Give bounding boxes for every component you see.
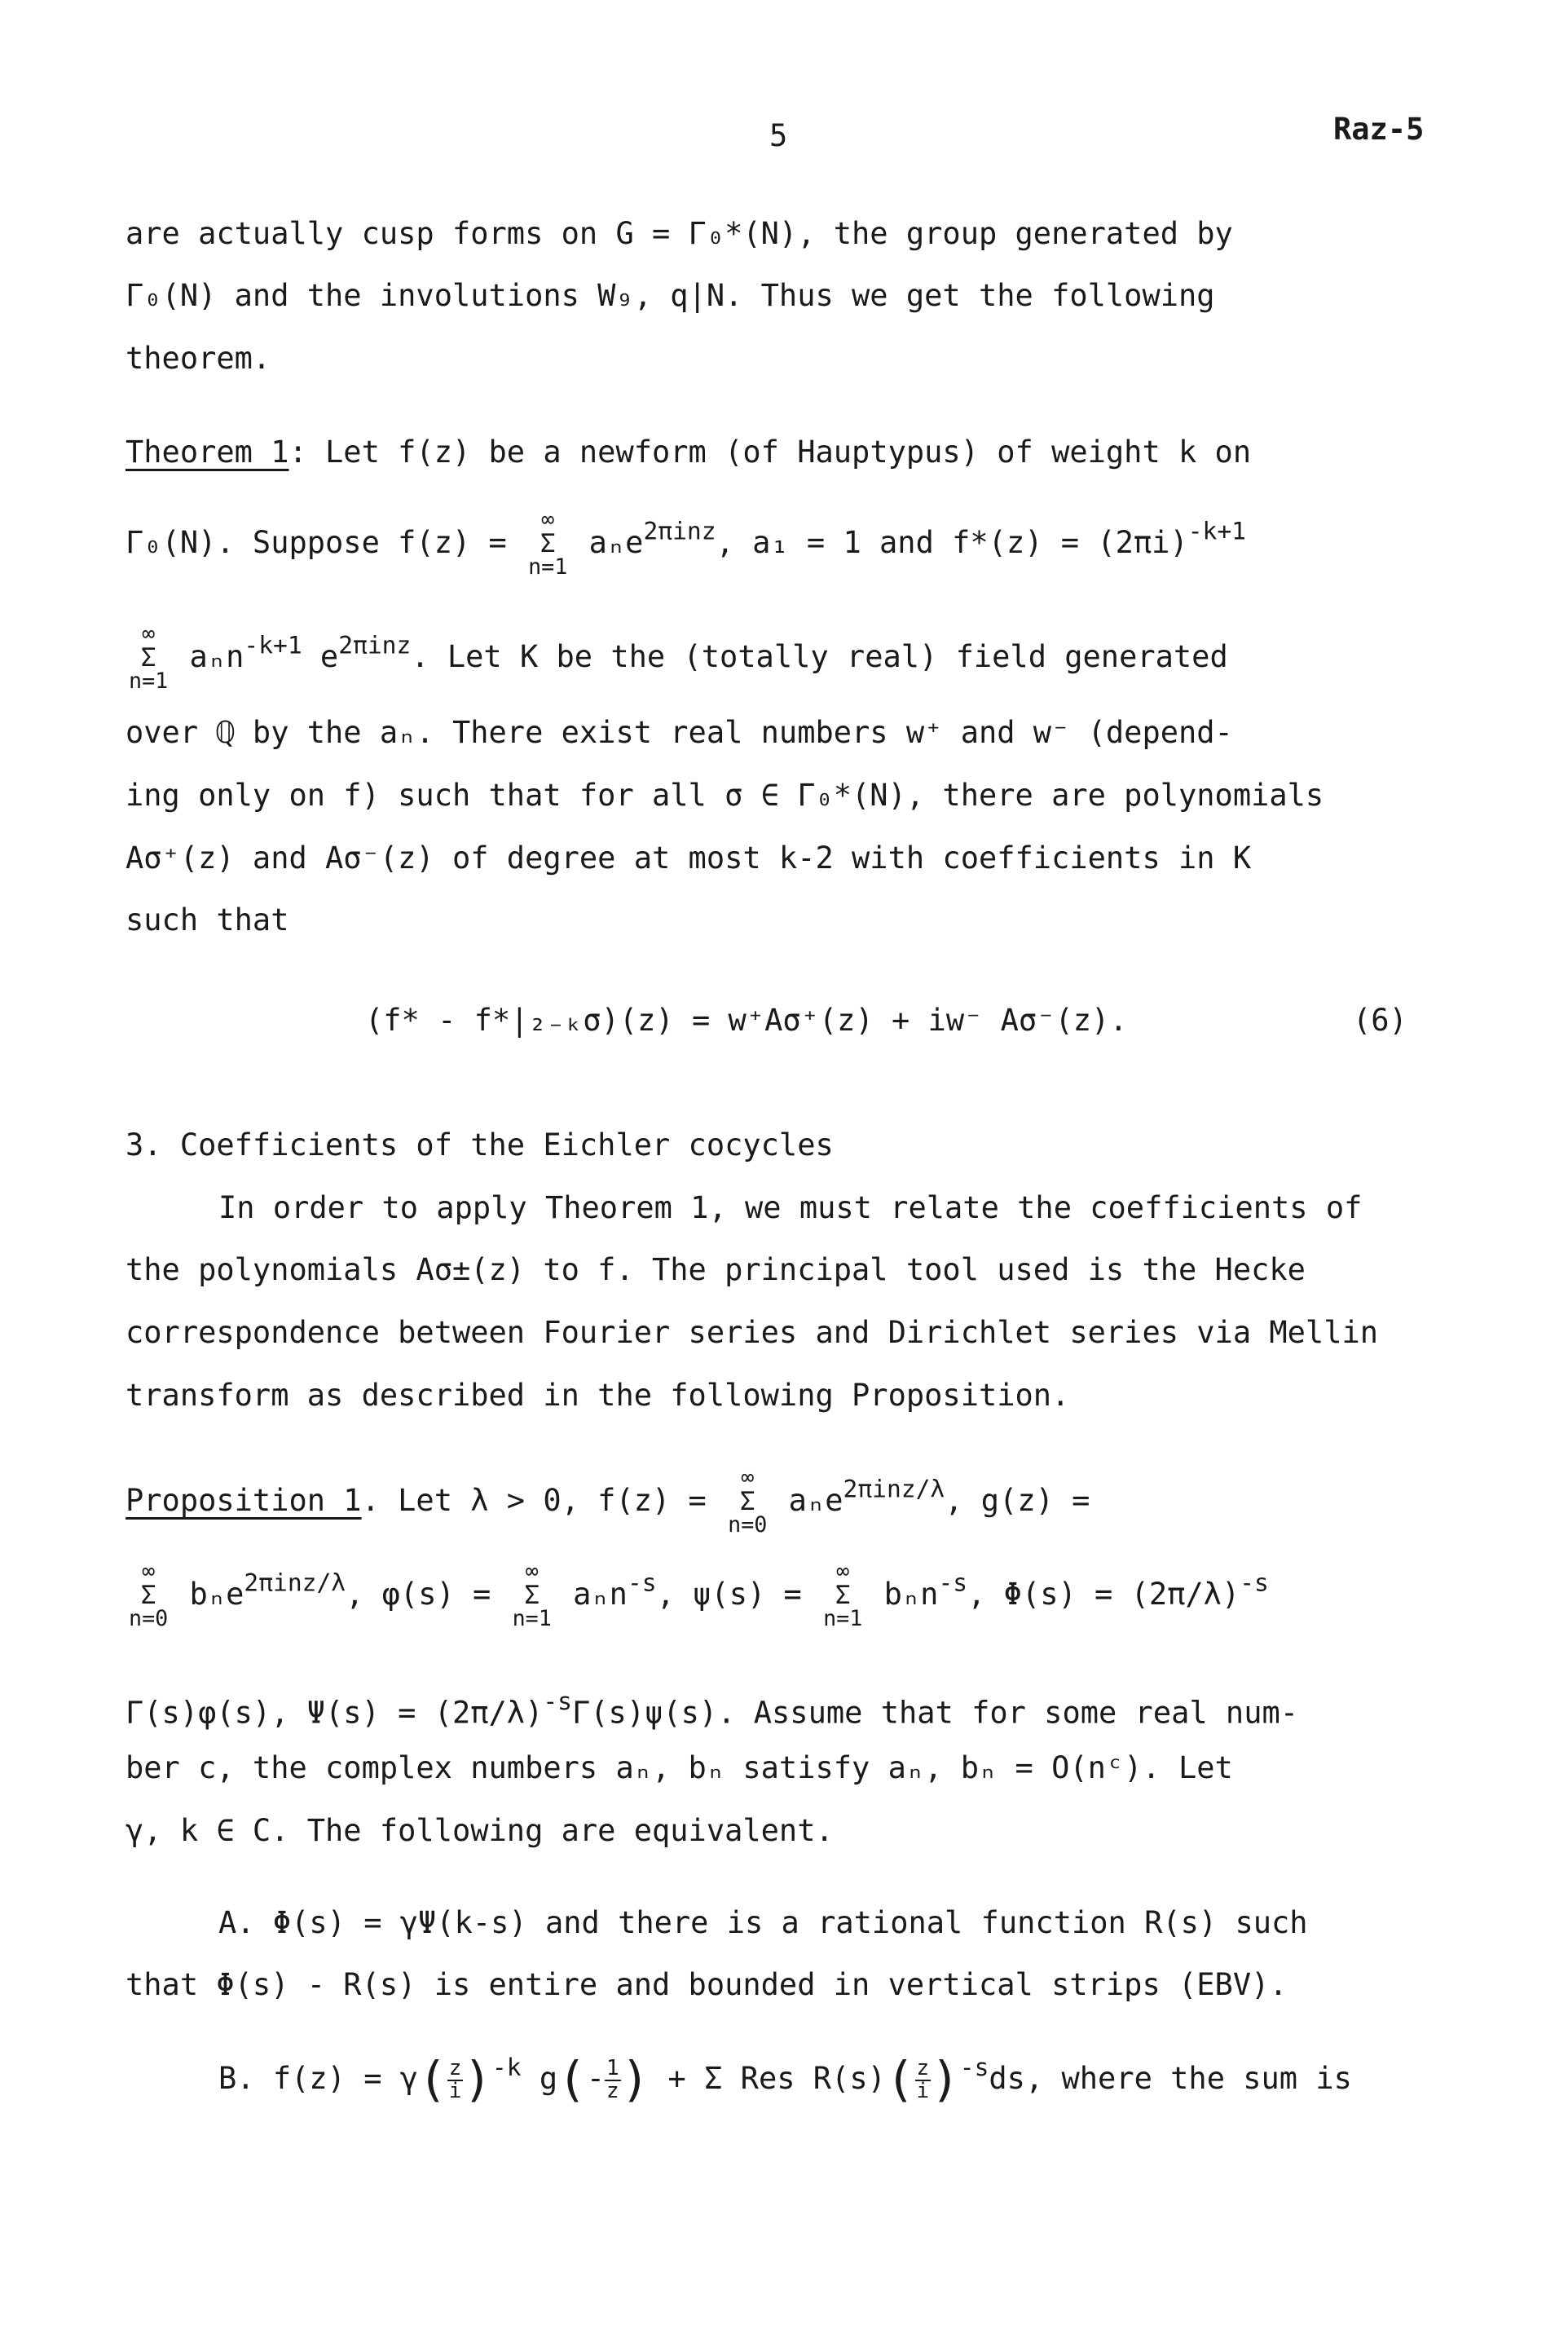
sum-upper: ∞ <box>142 1559 156 1584</box>
proposition-line-2 <box>126 1561 1269 1630</box>
prop-text-1a: . Let λ > 0, f(z) = <box>361 1482 725 1518</box>
lparen: ( <box>557 2051 587 2107</box>
sum-lower: n=1 <box>528 554 568 580</box>
rparen: ) <box>620 2051 650 2107</box>
minus-sign: - <box>586 2061 606 2097</box>
sigma: Σ <box>835 1580 851 1610</box>
prop-text-2d: aₙn <box>554 1576 628 1612</box>
theorem-line-4: over ℚ by the aₙ. There exist real numbers w⁺ and w⁻ (depend- <box>126 715 1233 750</box>
rparen: ) <box>931 2051 960 2107</box>
sum-lower: n=0 <box>129 1606 169 1632</box>
prop-text-2g: bₙn <box>865 1576 939 1612</box>
sum-symbol <box>528 507 568 580</box>
condition-a-line-2: that Φ(s) - R(s) is entire and bounded in vertical strips (EBV). <box>126 1967 1288 2002</box>
intro-line-3: theorem. <box>126 341 271 376</box>
prop-exp-2e: -s <box>627 1568 657 1597</box>
section-heading: 3. Coefficients of the Eichler cocycles <box>126 1127 834 1162</box>
equation-6: (f* - f*|₂₋ₖσ)(z) = w⁺Aσ⁺(z) + iw⁻ Aσ⁻(z). <box>365 1003 1128 1038</box>
equation-number: (6) <box>1353 1003 1407 1038</box>
prop-text-2f: , ψ(s) = <box>656 1576 821 1612</box>
proposition-label: Proposition 1 <box>126 1482 362 1518</box>
theorem-exp-3d: 2πinz <box>338 631 412 660</box>
sum-upper: ∞ <box>525 1559 539 1584</box>
intro-line-2: Γ₀(N) and the involutions W₉, q|N. Thus we get the following <box>126 278 1215 313</box>
fraction-z-over-i <box>447 2055 464 2103</box>
cond-b-text-1: B. f(z) = γ <box>218 2061 419 2097</box>
section-para-2: the polynomials Aσ±(z) to f. The principal tool used is the Hecke <box>126 1252 1306 1287</box>
page-number: 5 <box>769 118 788 153</box>
theorem-line-1 <box>126 435 1251 470</box>
prop-text-2c: , φ(s) = <box>346 1576 509 1612</box>
frac-den: z <box>606 2078 619 2103</box>
theorem-exp-3b: -k+1 <box>244 631 302 660</box>
section-para-3: correspondence between Fourier series and Dirichlet series via Mellin <box>126 1315 1379 1350</box>
sum-symbol <box>823 1561 862 1630</box>
theorem-line-5: ing only on f) such that for all σ ∈ Γ₀*(N), there are polynomials <box>126 778 1324 813</box>
prop-exp-2j: -s <box>1240 1568 1269 1597</box>
sigma: Σ <box>140 642 156 673</box>
sum-lower: n=1 <box>512 1606 552 1632</box>
theorem-text-2b: aₙe <box>570 524 644 560</box>
proposition-line-3 <box>126 1688 1298 1732</box>
sum-symbol <box>129 1561 168 1630</box>
theorem-text-2a: Γ₀(N). Suppose f(z) = <box>126 524 526 560</box>
theorem-text-3e: . Let K be the (totally real) field generated <box>411 638 1228 674</box>
lparen: ( <box>418 2051 447 2107</box>
sigma: Σ <box>524 1580 540 1610</box>
section-para-1: In order to apply Theorem 1, we must relate the coefficients of <box>218 1190 1363 1225</box>
frac-den: i <box>448 2078 462 2103</box>
sum-symbol <box>129 621 169 695</box>
theorem-line-7: such that <box>126 902 289 938</box>
prop-exp-2b: 2πinz/λ <box>244 1568 346 1597</box>
frac-num: 1 <box>606 2055 619 2080</box>
prop-exp-1c: 2πinz/λ <box>843 1475 945 1503</box>
theorem-line-6: Aσ⁺(z) and Aσ⁻(z) of degree at most k-2 with coefficients in K <box>126 840 1252 876</box>
theorem-text-1: : Let f(z) be a newform (of Hauptypus) of weight k on <box>288 435 1252 470</box>
theorem-line-3 <box>126 621 1228 695</box>
sum-upper: ∞ <box>741 1465 755 1490</box>
cond-b-exp-6: -s <box>959 2053 989 2081</box>
theorem-label: Theorem 1 <box>126 435 289 470</box>
cond-b-text-5: Res R(s) <box>722 2061 886 2097</box>
sum-upper: ∞ <box>541 507 555 532</box>
cond-b-text-4: + <box>650 2061 705 2097</box>
sum-lower: n=0 <box>728 1512 768 1538</box>
rparen: ) <box>463 2051 492 2107</box>
proposition-line-4: ber c, the complex numbers aₙ, bₙ satisfy aₙ, bₙ = O(nᶜ). Let <box>126 1750 1233 1785</box>
frac-num: z <box>916 2055 930 2080</box>
sigma: Σ <box>704 2061 723 2097</box>
theorem-exp-2c: 2πinz <box>643 517 716 545</box>
theorem-text-3a: aₙn <box>171 638 244 674</box>
prop-text-1d: , g(z) = <box>945 1482 1090 1518</box>
sigma: Σ <box>739 1486 755 1516</box>
report-id: Raz-5 <box>1333 112 1425 147</box>
prop-exp-2h: -s <box>938 1568 968 1597</box>
prop-text-3a: Γ(s)φ(s), Ψ(s) = (2π/λ) <box>126 1695 544 1731</box>
prop-exp-3b: -s <box>543 1688 572 1715</box>
theorem-text-2d: , a₁ = 1 and f*(z) = (2πi) <box>716 524 1188 560</box>
sum-symbol <box>728 1467 767 1537</box>
sigma: Σ <box>540 528 556 558</box>
frac-den: i <box>916 2078 930 2103</box>
proposition-line-1 <box>126 1467 1090 1537</box>
prop-text-2i: , Φ(s) = (2π/λ) <box>967 1576 1240 1612</box>
condition-b-line-1 <box>218 2050 1352 2108</box>
section-para-4: transform as described in the following Proposition. <box>126 1378 1070 1413</box>
theorem-exp-2e: -k+1 <box>1187 517 1247 545</box>
fraction-z-over-i <box>915 2055 932 2103</box>
fraction-1-over-z <box>605 2055 621 2103</box>
lparen: ( <box>885 2051 915 2107</box>
condition-a-line-1: A. Φ(s) = γΨ(k-s) and there is a rational function R(s) such <box>218 1905 1308 1940</box>
prop-text-2a: bₙe <box>171 1576 244 1612</box>
sum-upper: ∞ <box>142 621 156 646</box>
theorem-line-2 <box>126 507 1247 580</box>
proposition-line-5: γ, k ∈ C. The following are equivalent. <box>126 1813 834 1848</box>
sigma: Σ <box>140 1580 156 1610</box>
sum-lower: n=1 <box>129 668 169 695</box>
intro-line-1: are actually cusp forms on G = Γ₀*(N), the group generated by <box>126 216 1233 251</box>
sum-symbol <box>513 1561 552 1630</box>
sum-lower: n=1 <box>823 1606 863 1632</box>
frac-num: z <box>448 2055 462 2080</box>
prop-text-1b: aₙe <box>770 1482 843 1518</box>
sum-upper: ∞ <box>836 1559 850 1584</box>
theorem-text-3c: e <box>302 638 339 674</box>
cond-b-exp-2: -k <box>491 2053 522 2081</box>
cond-b-text-7: ds, where the sum is <box>989 2061 1352 2097</box>
cond-b-text-3: g <box>521 2061 558 2097</box>
prop-text-3c: Γ(s)ψ(s). Assume that for some real num- <box>572 1695 1299 1731</box>
